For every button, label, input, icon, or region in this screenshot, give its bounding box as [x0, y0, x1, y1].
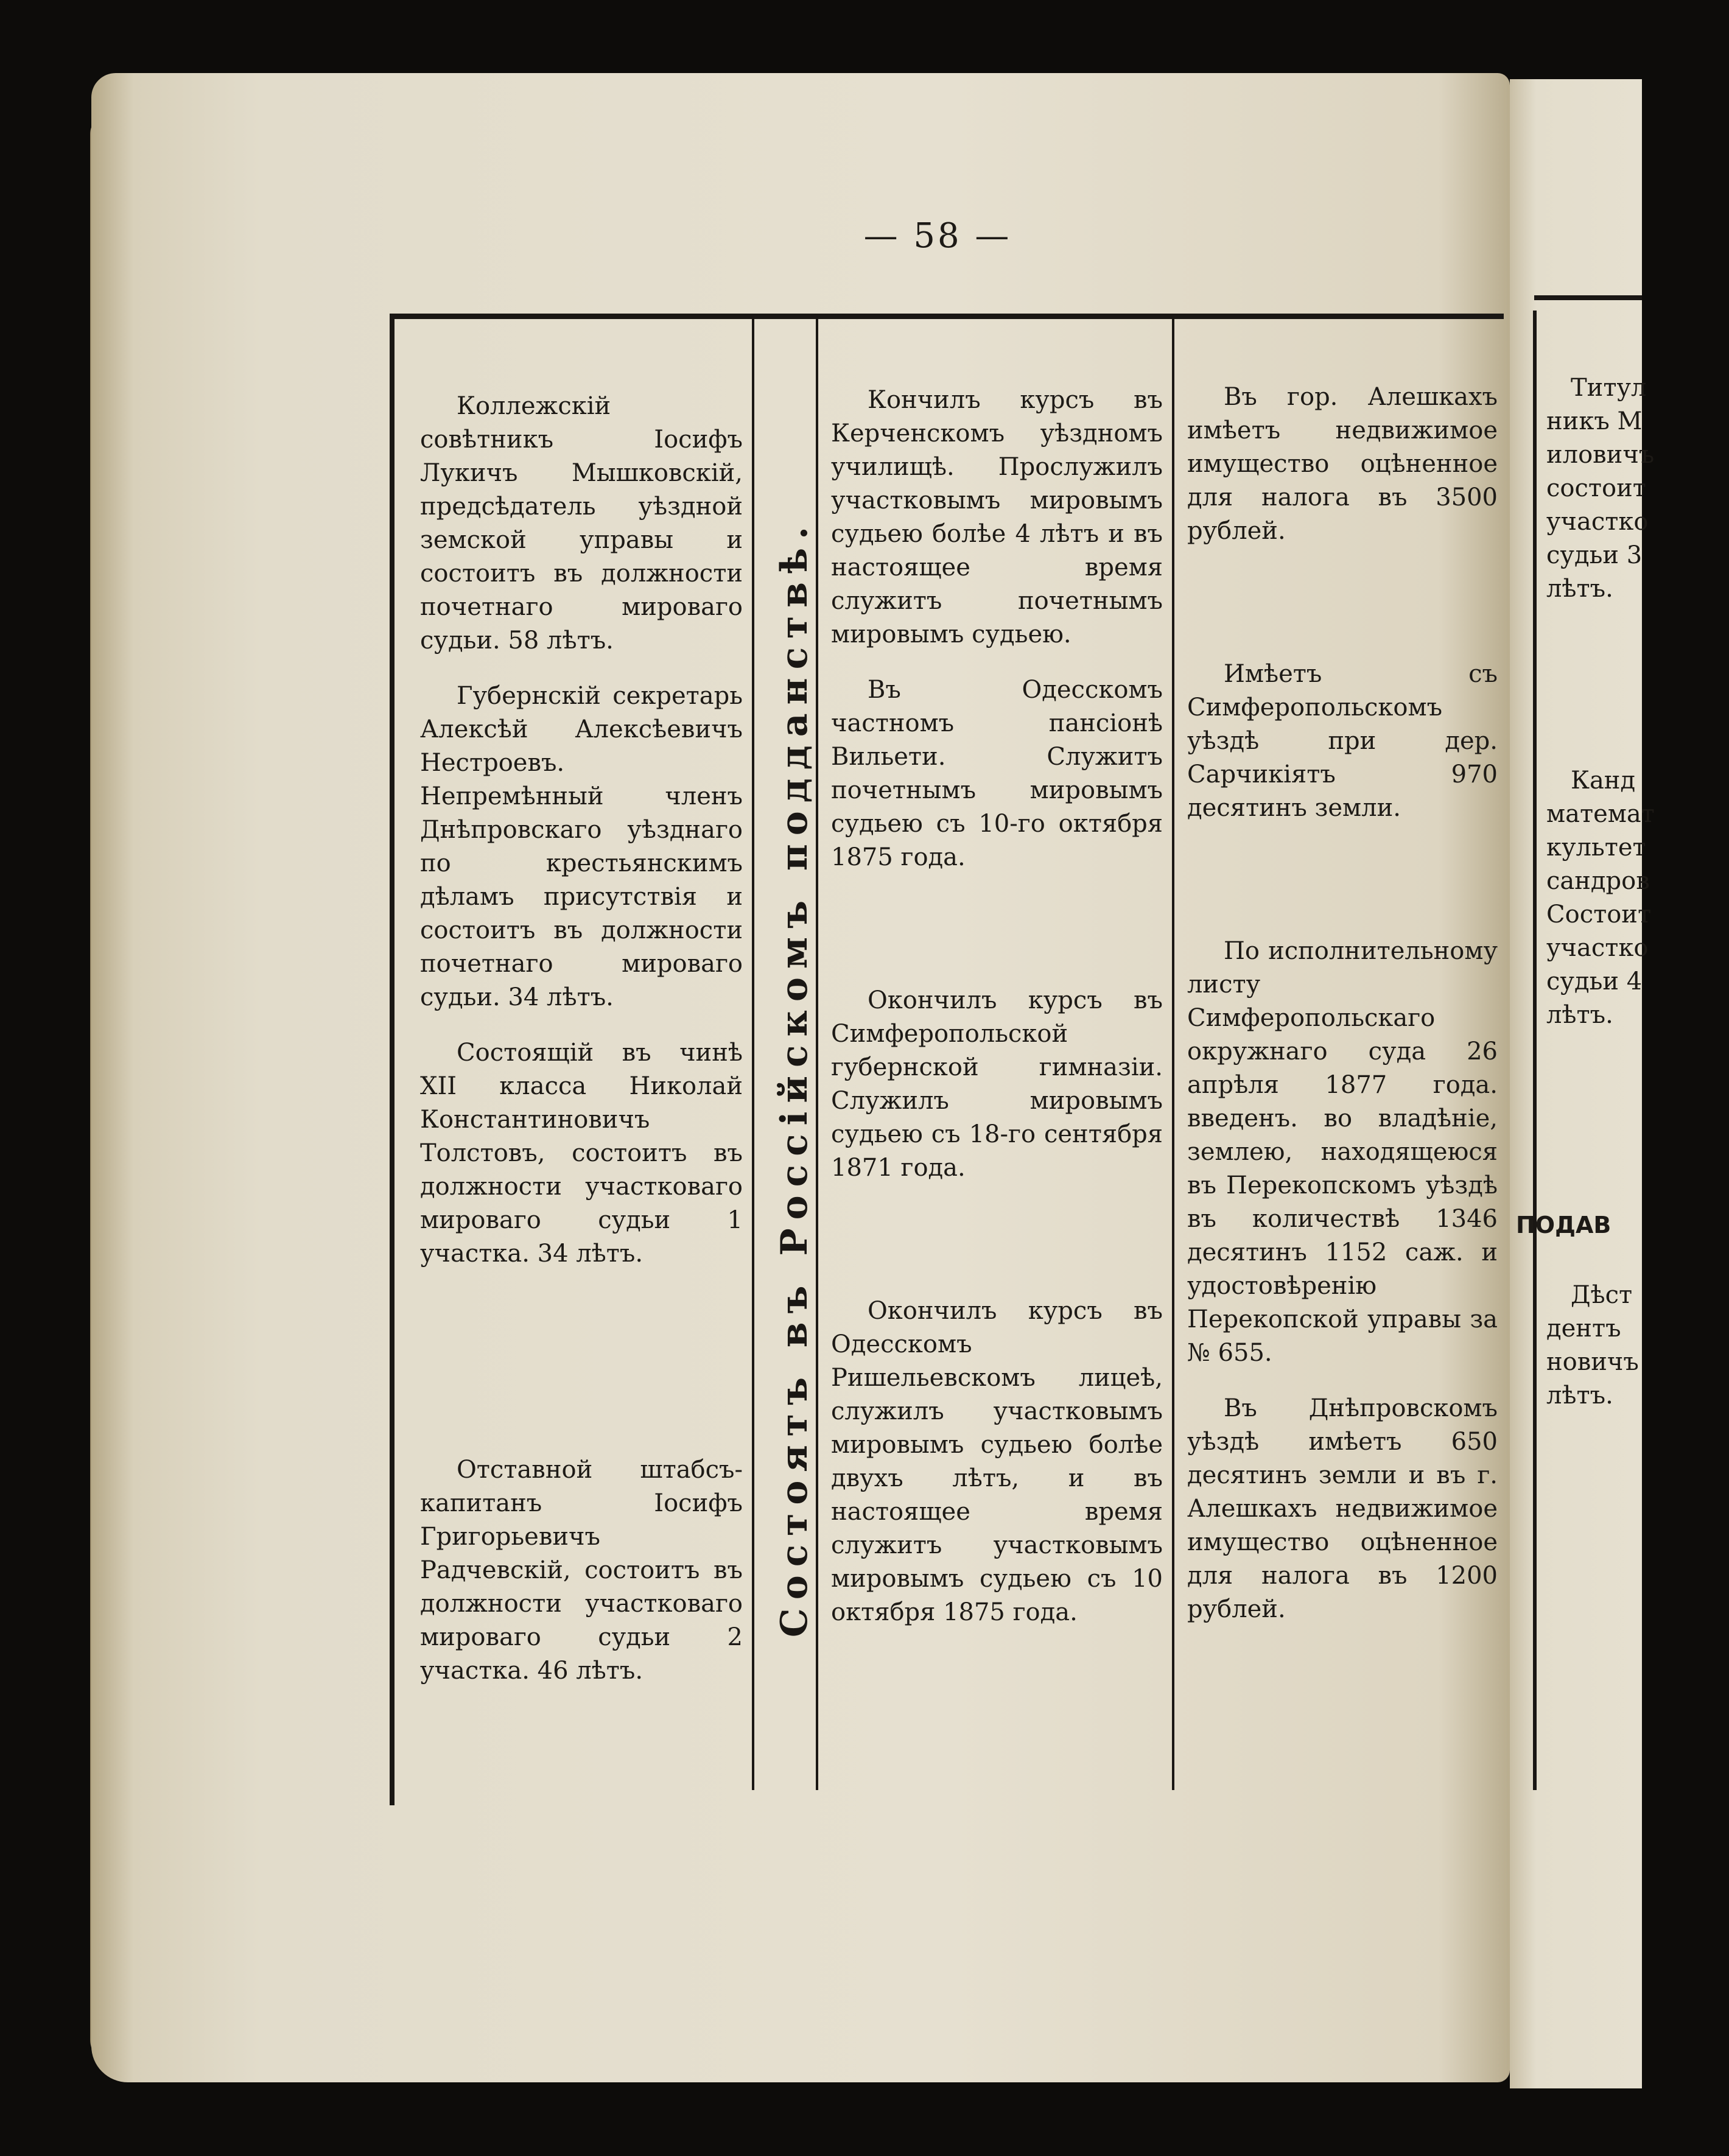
next-page-line: Титул	[1571, 374, 1647, 402]
education-entry: Кончилъ курсъ въ Керченскомъ уѣздномъ училищѣ. Прослужилъ участковымъ мировымъ судьею болѣе 4 лѣтъ и въ настоящее время служитъ почетнымъ мировымъ судьею.	[831, 386, 1163, 648]
next-page-line: лѣтъ.	[1546, 1001, 1613, 1029]
next-page-line: участко	[1546, 934, 1649, 962]
next-page-line: сандров	[1546, 867, 1650, 895]
column-education	[831, 384, 1163, 1651]
next-page-line: участко	[1546, 508, 1649, 536]
next-page-line: состоит	[1546, 474, 1646, 502]
next-page-line: Дѣст	[1571, 1281, 1633, 1309]
education-entry: Въ Одесскомъ частномъ пансіонѣ Вильети. Служитъ почетнымъ мировымъ судьею съ 10-го октября 1875 года.	[831, 676, 1163, 871]
page-number: — 58 —	[863, 216, 1012, 256]
next-page-text	[1516, 371, 1729, 1413]
property-entry: Въ Днѣпровскомъ уѣздѣ имѣетъ 650 десятинъ земли и въ г. Алешкахъ недвижимое имущество оцѣненное для налога въ 1200 рублей.	[1187, 1394, 1498, 1623]
next-page-line: дентъ	[1546, 1315, 1621, 1343]
table-top-rule	[390, 314, 1504, 319]
person-entry: Состоящій въ чинѣ XII класса Николай Константиновичъ Толстовъ, состоитъ въ должности участковаго мироваго судьи 1 участка. 34 лѣтъ.	[420, 1039, 743, 1268]
next-page-line: лѣтъ.	[1546, 575, 1613, 603]
next-page-line: никъ М	[1546, 407, 1643, 435]
next-page-line: математ	[1546, 800, 1655, 828]
property-entry: Имѣетъ съ Симферопольскомъ уѣздѣ при дер. Сарчикіятъ 970 десятинъ земли.	[1187, 660, 1498, 822]
divider-education-property	[1172, 317, 1174, 1790]
property-entry: По исполнительному листу Симферопольскаго окружнаго суда 26 апрѣля 1877 года. введенъ. во владѣніе, землею, находящеюся въ Перекопскомъ уѣздѣ въ количествѣ 1346 десятинъ 1152 саж. и удостовѣренію Перекопской управы за № 655.	[1187, 937, 1498, 1367]
next-page-line: судьи 3	[1546, 541, 1643, 569]
next-page-line: судьи 4	[1546, 967, 1643, 995]
next-page-line: Состоит	[1546, 901, 1652, 929]
vertical-heading: Состоятъ въ Россійскомъ подданствѣ.	[773, 518, 816, 1638]
education-entry: Окончилъ курсъ въ Одесскомъ Ришельевскомъ лицеѣ, служилъ участковымъ мировымъ судьею болѣе двухъ лѣтъ, и въ настоящее время служитъ участковымъ мировымъ судьею съ 10 октября 1875 года.	[831, 1297, 1163, 1626]
next-page-line: новичъ	[1546, 1348, 1639, 1376]
next-page-line: Канд	[1571, 767, 1636, 795]
divider-persons-heading	[752, 317, 754, 1790]
education-entry: Окончилъ курсъ въ Симферопольской губернской гимназіи. Служилъ мировымъ судьею съ 18-го сентября 1871 года.	[831, 986, 1163, 1182]
next-page-heading: ПОДАВ	[1516, 1212, 1612, 1238]
next-page-line: культет	[1546, 834, 1646, 862]
next-page-line: лѣтъ.	[1546, 1382, 1613, 1410]
property-entry: Въ гор. Алешкахъ имѣетъ недвижимое имущество оцѣненное для налога въ 3500 рублей.	[1187, 383, 1498, 545]
next-page-line: иловичъ	[1546, 441, 1655, 469]
table-left-border	[390, 314, 395, 1805]
column-property	[1187, 381, 1498, 1648]
person-entry: Губернскій секретарь Алексѣй Алексѣевичъ Нестроевъ. Непремѣнный членъ Днѣпровскаго уѣзднаго по крестьянскимъ дѣламъ присутствія и состоитъ въ должности почетнаго мироваго судьи. 34 лѣтъ.	[420, 682, 743, 1011]
next-page-top-rule	[1534, 295, 1642, 300]
person-entry: Коллежскій совѣтникъ Іосифъ Лукичъ Мышковскій, предсѣдатель уѣздной земской управы и состоитъ въ должности почетнаго мироваго судьи. 58 лѣтъ.	[420, 392, 743, 655]
divider-heading-education	[816, 317, 818, 1790]
column-persons	[420, 390, 743, 1710]
next-page-fragment	[1510, 79, 1655, 2088]
person-entry: Отставной штабсъ-капитанъ Іосифъ Григорьевичъ Радчевскій, состоитъ въ должности участковаго мироваго судьи 2 участка. 46 лѣтъ.	[420, 1456, 743, 1685]
next-page-left-border	[1533, 311, 1537, 1790]
